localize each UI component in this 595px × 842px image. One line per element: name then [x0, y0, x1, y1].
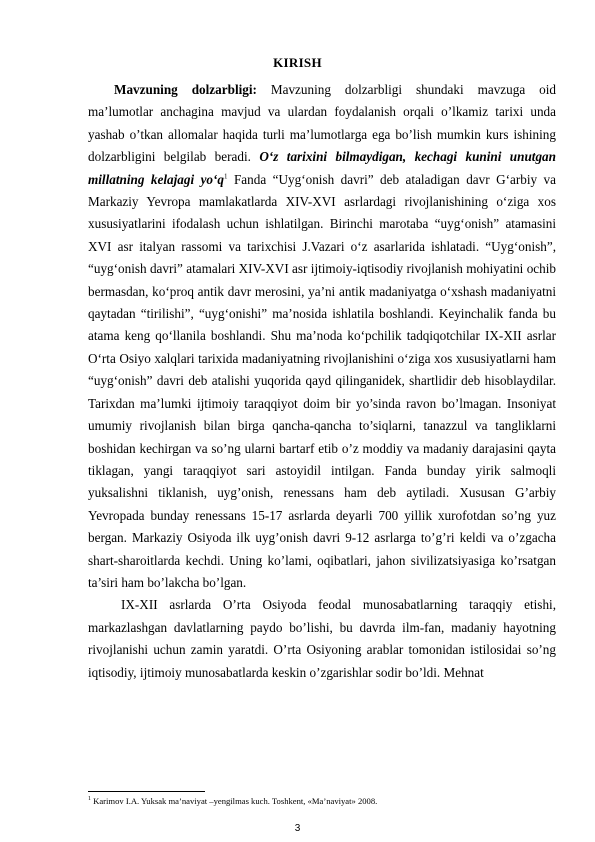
footnote-number: 1	[88, 796, 91, 803]
paragraph-text-b: Fanda “Uyg‘onish davri” deb ataladigan davr G‘arbiy va Markaziy Yevropa mamlakatlarda XIV-XVI asrlardagi rivojlanishining o‘ziga xos xususiyatlarini ifodalash uchun ishlatilgan. Birinchi marotaba “uyg‘onish” atamasini XVI asr italyan rassomi va tarixchisi J.Vazari o‘z asarlarida ishlatadi. “Uyg‘onish”, “uyg‘onish davri” atamalari XIV-XVI asr ijtimoiy-iqtisodiy rivojlanish mohiyatini ochib bermasdan, ko‘proq antik davr merosini, ya’ni antik madaniyatga o‘xshash madaniyatni qaytadan “tirilishi”, “uyg‘onishi” ma’nosida ishlatila boshlandi. Keyinchalik fanda bu atama keng qo‘llanila boshlandi. Shu ma’noda ko‘pchilik tadqiqotchilar IX-XII asrlar O‘rta Osiyo xalqlari tarixida madaniyatning rivojlanishini o‘ziga xos xususiyatlarni ham “uyg‘onish” davri deb atalishi yuqorida qayd qilinganidek, shartlidir deb hisoblaydilar. Tarixdan ma’lumki ijtimoiy taraqqiyot doim bir yo’sinda ravon bo’lmagan. Insoniyat umumiy rivojlanish bilan birga qancha-qancha to’siqlarni, tanazzul va tangliklarni boshidan kechirgan va so’ng ularni bartarf etib o’z moddiy va madaniy darajasini qayta tiklagan, yangi taraqqiyot sari astoyidil intilgan. Fanda bunday yirik salmoqli yuksalishni tiklanish, uyg’onish, renessans ham deb aytiladi. Xususan G’arbiy Yevropada bunday renessans 15-17 asrlarda deyarli 700 yillik xurofotdan so’ng yuz bergan. Markaziy Osiyoda ilk uyg’onish davri 9-12 asrlarga to’g’ri keldi va o’zgacha shart-sharoitlarda kechdi. Uning ko’lami, oqibatlari, jahon sivilizatsiyasiga ko’rsatgan ta’siri ham bo’lakcha bo’lgan.	[88, 171, 557, 590]
page-number: 3	[294, 823, 301, 834]
paragraph-relevance	[88, 79, 556, 594]
footnote	[88, 796, 377, 807]
relevance-label: Mavzuning dolzarbligi:	[114, 82, 257, 97]
emphasis-quote: O‘z tarixini bilmaydigan, kechagi kunini unutgan millatning kelajagi yo‘q	[88, 149, 556, 187]
footnote-divider	[88, 791, 205, 792]
paragraph-feudal-relations: IX-XII asrlarda O’rta Osiyoda feodal munosabatlarning taraqqiy etishi, markazlashgan davlatlarning paydo bo’lishi, bu davrda ilm-fan, madaniy hayotning rivojlanishi uchun zamin yaratdi. O’rta Osiyoning arablar tomonidan istilosidai so’ng iqtisodiy, ijtimoiy munosabatlarda keskin o’zgarishlar sodir bo’ldi. Mehnat	[88, 597, 556, 680]
footnote-text: Karimov I.A. Yuksak ma’naviyat –yengilmas kuch. Toshkent, «Ma’naviyat» 2008.	[91, 796, 378, 806]
body-text	[88, 79, 556, 684]
footnote-reference[interactable]: 1	[224, 172, 228, 181]
paragraph-text-a: Mavzuning dolzarbligi shundaki mavzuga oid ma’lumotlar anchagina mavjud va ulardan foydalanish orqali o’lkamiz tarixi unda yashab o’tkan allomalar haqida turli ma’lumotlarga ega bo’lish mumkin kurs ishining dolzarbligini belgilab beradi.	[88, 82, 557, 165]
section-heading: KIRISH	[273, 55, 322, 70]
